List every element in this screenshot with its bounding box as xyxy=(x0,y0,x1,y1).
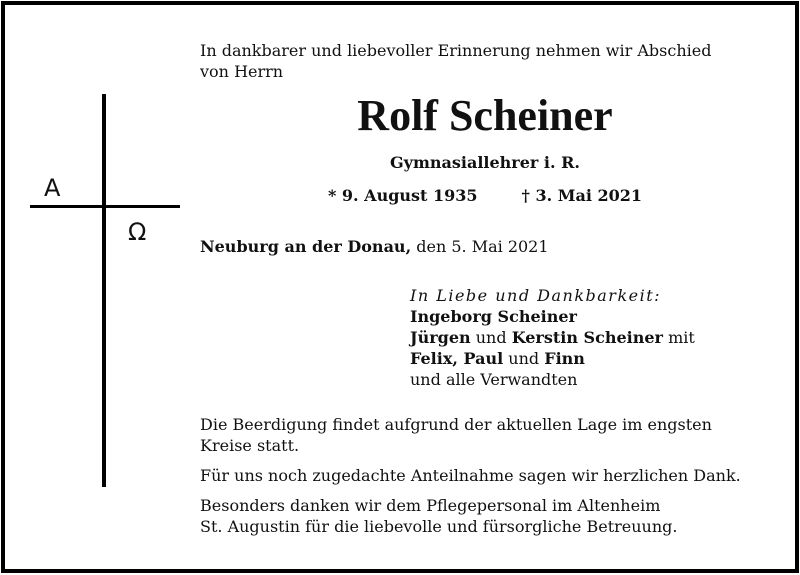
funeral-note-line-1: Die Beerdigung findet aufgrund der aktuellen Lage im engsten xyxy=(200,415,712,434)
death-date: † 3. Mai 2021 xyxy=(521,186,643,205)
deceased-title: Gymnasiallehrer i. R. xyxy=(389,153,580,172)
mourner-line-2 xyxy=(410,327,695,348)
mourner-name: Kerstin Scheiner xyxy=(511,328,663,347)
mourner-line-1: Ingeborg Scheiner xyxy=(410,307,577,326)
special-thanks-line-1: Besonders danken wir dem Pflegepersonal im Altenheim xyxy=(200,496,661,515)
mourners-intro: In Liebe und Dankbarkeit: xyxy=(410,286,662,305)
special-thanks-note xyxy=(200,495,741,537)
mourner-line-3 xyxy=(410,348,695,369)
birth-date: * 9. August 1935 xyxy=(327,186,478,205)
mourner-name: Jürgen xyxy=(410,328,471,347)
special-thanks-line-2: St. Augustin für die liebevolle und fürsorgliche Betreuung. xyxy=(200,517,678,536)
place-date: den 5. Mai 2021 xyxy=(416,237,549,256)
deceased-name: Rolf Scheiner xyxy=(357,91,613,140)
cross-horizontal-bar xyxy=(30,205,180,208)
thanks-note: Für uns noch zugedachte Anteilnahme sagen wir herzlichen Dank. xyxy=(200,466,741,485)
intro-text xyxy=(200,40,711,82)
cross-vertical-bar xyxy=(102,94,106,487)
connector-word: und xyxy=(508,349,540,368)
mourner-name: Felix, Paul xyxy=(410,349,504,368)
mourners-block xyxy=(410,285,695,390)
intro-line-1: In dankbarer und liebevoller Erinnerung nehmen wir Abschied xyxy=(200,41,712,60)
alpha-symbol: A xyxy=(44,174,61,202)
funeral-note-line-2: Kreise statt. xyxy=(200,436,300,455)
omega-symbol: Ω xyxy=(128,218,147,246)
connector-word: mit xyxy=(668,328,695,347)
notes-block xyxy=(200,414,741,546)
place-date-line xyxy=(200,236,549,257)
place-city: Neuburg an der Donau, xyxy=(200,237,412,256)
mourner-line-4: und alle Verwandten xyxy=(410,370,578,389)
life-dates xyxy=(200,185,770,206)
mourner-name: Finn xyxy=(544,349,585,368)
intro-line-2: von Herrn xyxy=(200,62,284,81)
funeral-note xyxy=(200,414,741,456)
connector-word: und xyxy=(475,328,507,347)
